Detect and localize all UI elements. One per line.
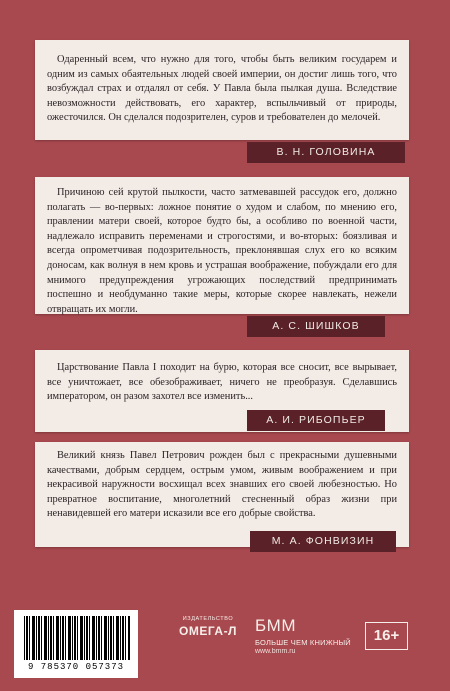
author-tag-golovina: В. Н. ГОЛОВИНА [247, 142, 405, 163]
bmm-url: www.bmm.ru [255, 648, 296, 655]
quote-text: Царствование Павла I походит на бурю, которая все сносит, все вырывает, все уничтожает, все обезображивает, ничего не преобразуя. Сделавшись императором, он разом захотел все изменить... [47, 362, 397, 403]
quote-box-golovina [35, 40, 409, 140]
quote-text: Одаренный всем, что нужно для того, чтобы быть великим государем и одним из самых обаятельных людей своей империи, он достиг лишь того, что возбуждал страх и отдалял от себя. У Павла была пылкая душа. Вследствие невозможности действовать, его характер, вспыльчивый от природы, ожесточился. Он сделался подозрителен, суров и требователен до мелочей. [47, 54, 397, 124]
barcode-bars [24, 616, 130, 660]
bmm-logo [255, 616, 361, 666]
age-rating-badge: 16+ [365, 622, 408, 650]
author-tag-fonvizin: М. А. ФОНВИЗИН [250, 531, 396, 552]
publisher-label: ИЗДАТЕЛЬСТВО [182, 616, 234, 622]
isbn-barcode [14, 610, 138, 678]
publisher-name: ОМЕГА-Л [179, 624, 237, 638]
quote-text: Великий князь Павел Петрович рожден был с прекрасными душевными качествами, добрым сердцем, острым умом, живым воображением и при некрасивой наружности восхищал всех знавших его своей любезностью. Но превратное воспитание, многолетний стесненный образ жизни при ненавидевшей его матери исказили все его добрые свойства. [47, 450, 397, 520]
bmm-slogan: БОЛЬШЕ ЧЕМ КНИЖНЫЙ [255, 638, 351, 647]
bmm-logo-text: БММ [255, 616, 296, 635]
barcode-number: 9 785370 057373 [27, 662, 124, 672]
quote-text: Причиною сей крутой пылкости, часто затмевавшей рассудок его, должно полагать — во-первых: ложное понятие о худом и слабом, по мнению его, правлении матери своей, которое будто бы, а особливо по военной части, надлежало исправить переменами и строгостями, и во-вторых: боязливая и всегда опрометчивая подозрительность, преклонявшая слух его ко всяким доносам, как волнуя в нем кровь и устрашая воображение, побуждали его для мнимого предупреждения угрожающих последствий предпринимать поспешно и необдуманно такие меры, которые скорее навлекать, нежели отвращать их могли. [47, 187, 397, 315]
quote-box-shishkov [35, 177, 409, 314]
author-tag-ribopier: А. И. РИБОПЬЕР [247, 410, 385, 431]
cover-footer [0, 600, 450, 691]
publisher-logo [168, 615, 248, 660]
author-tag-shishkov: А. С. ШИШКОВ [247, 316, 385, 337]
